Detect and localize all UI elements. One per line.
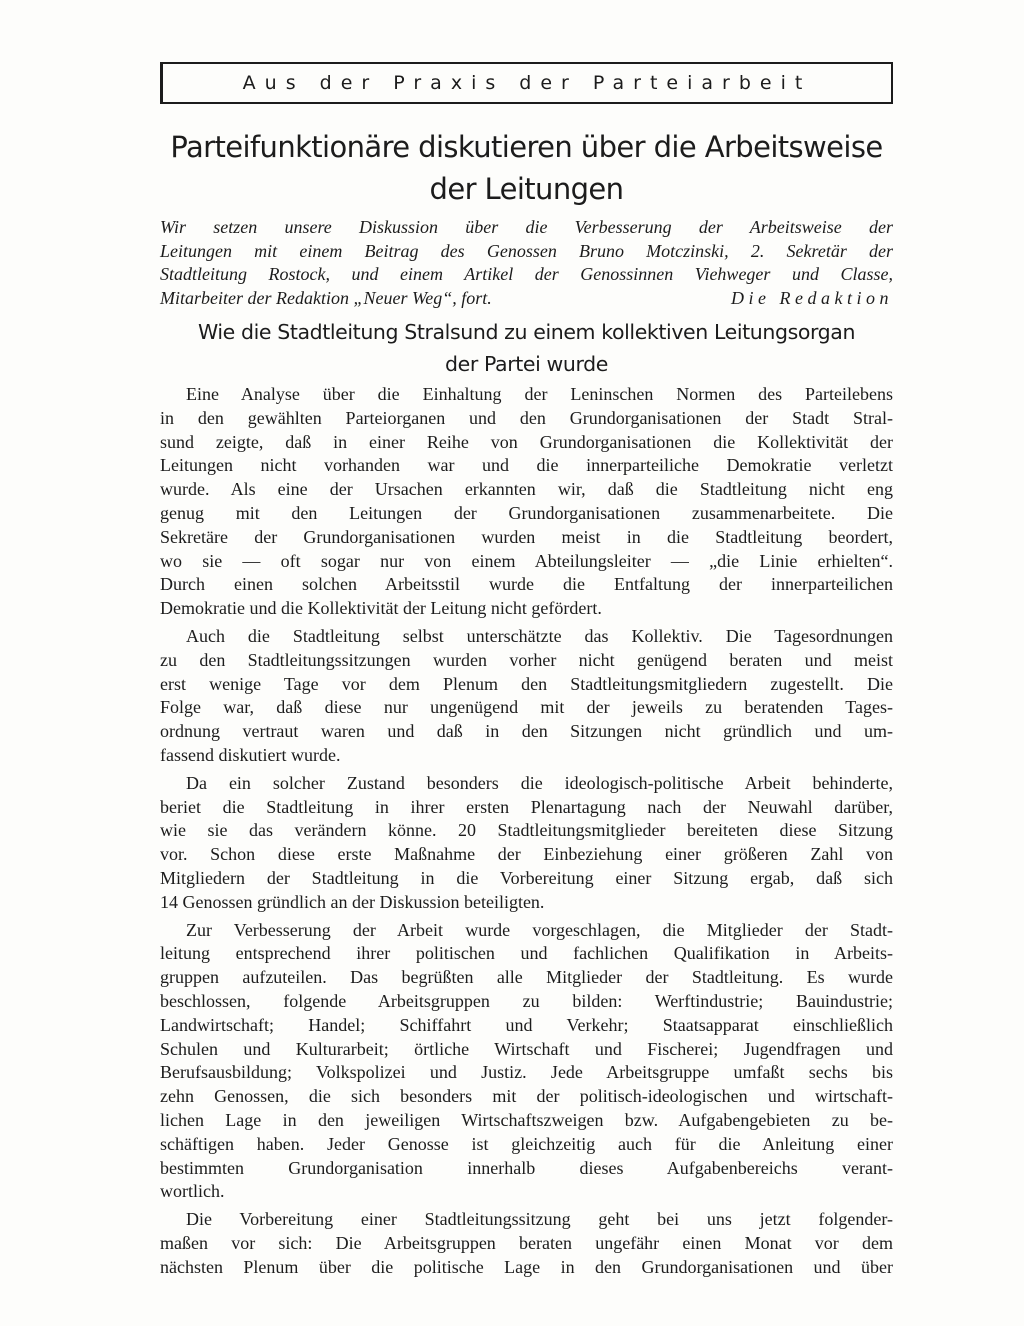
body-line: sund zeigte, daß in einer Reihe von Grundorganisationen die Kollektivität der [160,431,893,452]
body-line: Schulen und Kulturarbeit; örtliche Wirtschaft und Fischerei; Jugendfragen und [160,1038,893,1059]
body-line: zehn Genossen, die sich besonders mit der politisch-ideologischen und wirtschaft- [160,1086,893,1107]
section-header-box [160,62,893,104]
body-line: leitung entsprechend ihrer politischen und fachlichen Qualifikation in Arbeits- [160,943,893,964]
body-line: ordnung vertraut waren und daß in den Sitzungen nicht gründlich und um- [160,721,893,742]
body-line: Die Vorbereitung einer Stadtleitungssitzung geht bei uns jetzt folgender- [186,1209,893,1230]
body-line: Demokratie und die Kollektivität der Leitung nicht gefördert. [160,598,602,619]
section-subtitle [160,316,893,380]
intro-last-line [160,287,893,311]
body-line: Berufsausbildung; Volkspolizei und Justiz. Jede Arbeitsgruppe umfaßt sechs bis [160,1062,893,1083]
body-line: Auch die Stadtleitung selbst unterschätzte das Kollektiv. Die Tagesordnungen [186,625,893,646]
body-line: bestimmten Grundorganisation innerhalb dieses Aufgabenbereichs verant- [160,1157,893,1178]
section-header-label: Aus der Praxis der Parteiarbeit [242,72,812,94]
body-line: Sekretäre der Grundorganisationen wurden meist in die Stadtleitung beordert, [160,526,893,547]
body-line: genug mit den Leitungen der Grundorganisationen zusammenarbeitete. Die [160,502,893,523]
intro-line: Stadtleitung Rostock, und einem Artikel der Genossinnen Viehweger und Classe, [160,264,893,284]
body-line: beriet die Stadtleitung in ihrer ersten Plenartagung nach der Neuwahl darüber, [160,796,893,817]
body-paragraph [160,772,893,915]
body-line: gruppen aufzuteilen. Das begrüßten alle Mitglieder der Stadtleitung. Es wurde [160,967,893,988]
body-line: Eine Analyse über die Einhaltung der Leninschen Normen des Parteilebens [186,384,893,404]
body-paragraph [160,1208,893,1279]
body-line: wurde. Als eine der Ursachen erkannten wir, daß die Stadtleitung nicht eng [160,479,893,500]
body-line: wo sie — oft sogar nur von einem Abteilungsleiter — „die Linie erhielten“. [160,550,893,571]
article-title-line-2: der Leitungen [429,172,624,206]
body-paragraph [160,919,893,1205]
section-subtitle-line-2: der Partei wurde [445,352,608,376]
intro-line: Mitarbeiter der Redaktion „Neuer Weg“, fort. [160,287,492,308]
body-line: Folge war, daß diese nur ungenügend mit der jeweils zu beratenden Tages- [160,697,893,718]
body-line: Mitgliedern der Stadtleitung in die Vorbereitung einer Sitzung ergab, daß sich [160,867,893,888]
editorial-intro [160,216,893,310]
body-line: Landwirtschaft; Handel; Schiffahrt und Verkehr; Staatsapparat einschließlich [160,1014,893,1035]
body-line: erst wenige Tage vor dem Plenum den Stadtleitungsmitgliedern zugestellt. Die [160,673,893,694]
body-paragraph [160,625,893,768]
body-line: in den gewählten Parteiorganen und den Grundorganisationen der Stadt Stral- [160,407,893,428]
body-line: maßen vor sich: Die Arbeitsgruppen beraten ungefähr einen Monat vor dem [160,1232,893,1253]
body-line: 14 Genossen gründlich an der Diskussion beteiligten. [160,891,545,912]
article-title-line-1: Parteifunktionäre diskutieren über die Arbeitsweise [170,130,883,164]
body-line: schäftigen haben. Jeder Genosse ist gleichzeitig auch für die Anleitung einer [160,1133,893,1154]
body-line: vor. Schon diese erste Maßnahme der Einbeziehung einer größeren Zahl von [160,844,893,865]
intro-line: Wir setzen unsere Diskussion über die Verbesserung der Arbeitsweise der [160,217,893,237]
body-line: lichen Lage in den jeweiligen Wirtschaftszweigen bzw. Aufgabengebieten zu be- [160,1109,893,1130]
body-line: beschlossen, folgende Arbeitsgruppen zu bilden: Werftindustrie; Bauindustrie; [160,990,893,1011]
body-line: wortlich. [160,1181,225,1202]
body-line: Durch einen solchen Arbeitsstil wurde die Entfaltung der innerparteilichen [160,574,893,595]
body-line: Da ein solcher Zustand besonders die ideologisch-politische Arbeit behinderte, [186,772,893,793]
section-subtitle-line-1: Wie die Stadtleitung Stralsund zu einem kollektiven Leitungsorgan [197,320,856,344]
editorial-signature: Die Redaktion [731,287,893,308]
body-line: Leitungen nicht vorhanden war und die innerparteiliche Demokratie verletzt [160,455,893,476]
body-line: nächsten Plenum über die politische Lage in den Grundorganisationen und über [160,1256,893,1277]
body-paragraph [160,383,893,621]
article-title [160,126,893,210]
article-body [160,383,893,1283]
body-line: wie sie das verändern könne. 20 Stadtleitungsmitglieder bereiteten diese Sitzung [160,820,893,841]
body-line: Zur Verbesserung der Arbeit wurde vorgeschlagen, die Mitglieder der Stadt- [186,919,893,940]
body-line: fassend diskutiert wurde. [160,744,341,765]
intro-line: Leitungen mit einem Beitrag des Genossen Bruno Motczinski, 2. Sekretär der [160,240,893,261]
body-line: zu den Stadtleitungssitzungen wurden vorher nicht genügend beraten und meist [160,649,893,670]
